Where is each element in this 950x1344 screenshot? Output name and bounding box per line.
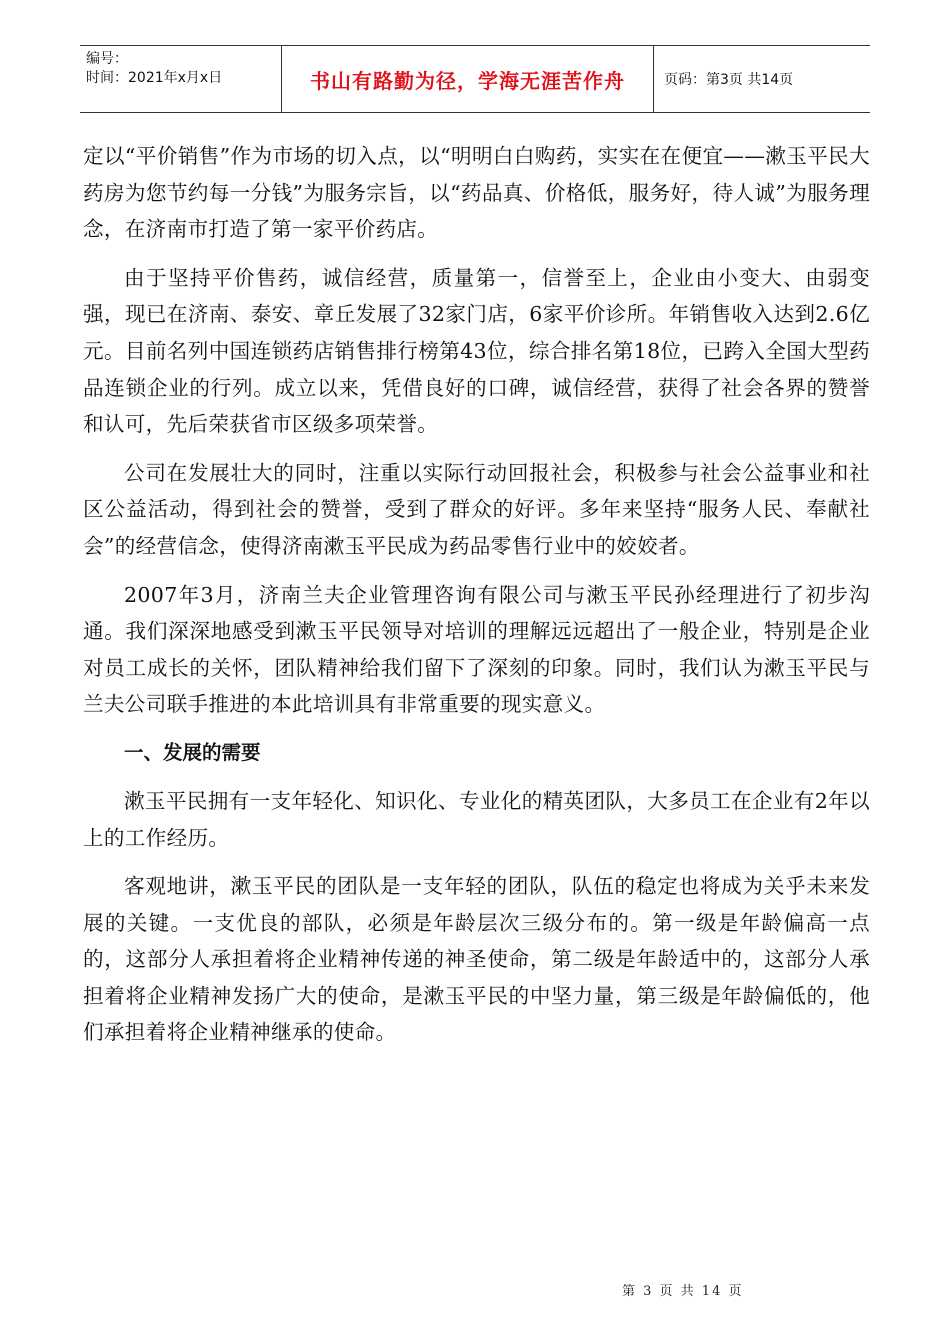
section-heading: 一、发展的需要 bbox=[124, 740, 261, 764]
paragraph: 公司在发展壮大的同时，注重以实际行动回报社会，积极参与社会公益事业和社区公益活动，得到社会的赞誉，受到了群众的好评。多年来坚持“服务人民、奉献社会”的经营信念，使得济南漱玉平民成为药品零售行业中的姣姣者。 bbox=[83, 460, 870, 558]
header-motto: 书山有路勤为径，学海无涯苦作舟 bbox=[282, 46, 654, 112]
document-body bbox=[83, 138, 870, 1063]
header-page-info: 页码：第3页 共14页 bbox=[664, 72, 794, 88]
header-meta bbox=[80, 46, 282, 112]
paragraph: 2007年3月，济南兰夫企业管理咨询有限公司与漱玉平民孙经理进行了初步沟通。我们深深地感受到漱玉平民领导对培训的理解远远超出了一般企业，特别是企业对员工成长的关怀，团队精神给我们留下了深刻的印象。同时，我们认为漱玉平民与兰夫公司联手推进的本此培训具有非常重要的现实意义。 bbox=[83, 582, 870, 717]
paragraph: 漱玉平民拥有一支年轻化、知识化、专业化的精英团队，大多员工在企业有2年以上的工作经历。 bbox=[83, 788, 870, 850]
paragraph: 客观地讲，漱玉平民的团队是一支年轻的团队，队伍的稳定也将成为关乎未来发展的关键。一支优良的部队，必须是年龄层次三级分布的。第一级是年龄偏高一点的，这部分人承担着将企业精神传递的神圣使命，第二级是年龄适中的，这部分人承担着将企业精神发扬广大的使命，是漱玉平民的中坚力量，第三级是年龄偏低的，他们承担着将企业精神继承的使命。 bbox=[83, 874, 870, 1045]
paragraph: 定以“平价销售”作为市场的切入点，以“明明白白购药，实实在在便宜——漱玉平民大药房为您节约每一分钱”为服务宗旨，以“药品真、价格低，服务好，待人诚”为服务理念，在济南市打造了第一家平价药店。 bbox=[83, 144, 870, 242]
paragraph: 由于坚持平价售药，诚信经营，质量第一，信誉至上，企业由小变大、由弱变强，现已在济南、泰安、章丘发展了32家门店，6家平价诊所。年销售收入达到2.6亿元。目前名列中国连锁药店销售排行榜第43位，综合排名第18位，已跨入全国大型药品连锁企业的行列。成立以来，凭借良好的口碑，诚信经营，获得了社会各界的赞誉和认可，先后荣获省市区级多项荣誉。 bbox=[83, 265, 870, 437]
number-label: 编号： bbox=[86, 51, 128, 67]
page-header bbox=[80, 45, 870, 113]
page-footer: 第 3 页 共 14 页 bbox=[622, 1284, 744, 1299]
time-label: 时间：2021年x月x日 bbox=[86, 70, 223, 86]
